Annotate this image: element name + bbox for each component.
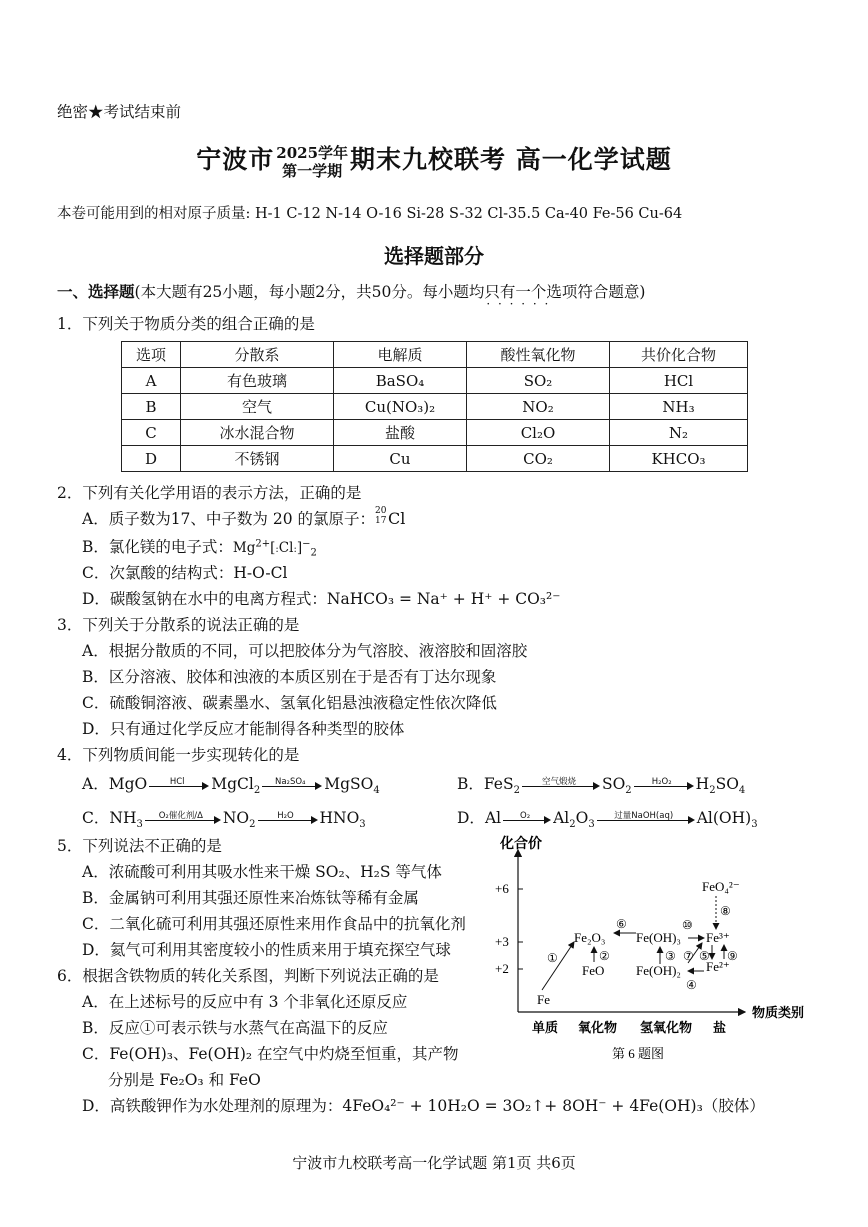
table-header-row [122, 342, 748, 368]
q5-option-d: D．氦气可利用其密度较小的性质来用于填充探空气球 [82, 941, 451, 959]
q4-option-c: C．$NH_3$ O₂催化剂/Δ $NO_2$ H₂O $HNO_3$ [82, 807, 366, 829]
table-cell: C [122, 420, 181, 446]
title-year-block [276, 144, 348, 180]
reaction-arrow [258, 812, 318, 826]
table-row [122, 394, 748, 420]
arrow-condition: H₂O₂ [651, 777, 672, 787]
table-cell: CO₂ [467, 446, 610, 472]
table-header-cell: 共价化合物 [610, 342, 748, 368]
arrow-label: ⑨ [727, 949, 738, 963]
node-feo: FeO [582, 963, 605, 978]
arrow-1 [542, 942, 574, 990]
q4-b-label: B． [457, 775, 484, 793]
table-row [122, 420, 748, 446]
table-header-cell: 分散系 [181, 342, 334, 368]
arrow-label: ⑦ [683, 949, 694, 963]
q6-option-c-cont: 分别是 Fe₂O₃ 和 FeO [108, 1071, 261, 1089]
q2-option-b [82, 536, 317, 561]
q6-option-a: A．在上述标号的反应中有 3 个非氧化还原反应 [82, 993, 408, 1011]
title-term: 第一学期 [282, 161, 343, 180]
q5-option-c: C．二氧化硫可利用其强还原性来用作食品中的抗氧化剂 [82, 915, 466, 933]
node-feo4: FeO₄²⁻ [702, 879, 740, 894]
atomic-masses: 本卷可能用到的相对原子质量: H-1 C-12 N-14 O-16 Si-28 S-32 Cl-35.5 Ca-40 Fe-56 Cu-64 [57, 206, 683, 222]
arrow-label: ⑧ [720, 904, 731, 918]
table-cell: 有色玻璃 [181, 368, 334, 394]
part-instructions [57, 281, 645, 303]
figure-caption: 第 6 题图 [612, 1046, 665, 1061]
arrow-condition: O₂催化剂/Δ [158, 811, 203, 821]
x-tick-label: 氢氧化物 [640, 1020, 693, 1035]
q5-stem: 5．下列说法不正确的是 [57, 837, 222, 855]
part-desc-b: 选项符合题意) [546, 283, 646, 301]
arrow-condition: Na₂SO₄ [274, 777, 306, 787]
q2-option-a [82, 508, 411, 530]
q6-option-c: C．Fe(OH)₃、Fe(OH)₂ 在空气中灼烧至恒重，其产物 [82, 1045, 459, 1063]
section-title: 选择题部分 [384, 244, 484, 268]
table-cell: KHCO₃ [610, 446, 748, 472]
q3-option-a: A．根据分散质的不同，可以把胶体分为气溶胶、液溶胶和固溶胶 [82, 642, 528, 660]
reaction-arrow [597, 812, 695, 826]
q6-option-d: D．高铁酸钾作为水处理剂的原理为：4FeO₄²⁻ + 10H₂O = 3O₂↑+ 8OH⁻ + 4Fe(OH)₃（胶体） [82, 1097, 765, 1115]
table-header-cell: 选项 [122, 342, 181, 368]
q3-option-c: C．硫酸铜溶液、碳素墨水、氢氧化铝悬浊液稳定性依次降低 [82, 694, 497, 712]
reaction-arrow [262, 778, 322, 792]
arrow-condition: 空气煅烧 [541, 777, 576, 787]
part-desc-a: (本大题有25小题，每小题2分，共50分。每小题均 [134, 283, 485, 301]
table-header-cell: 酸性氧化物 [467, 342, 610, 368]
table-header-cell: 电解质 [334, 342, 467, 368]
table-cell: BaSO₄ [334, 368, 467, 394]
arrow-condition: H₂O [277, 811, 294, 821]
q4-stem: 4．下列物质间能一步实现转化的是 [57, 746, 300, 764]
part-label: 一、选择题 [57, 282, 135, 301]
node-feoh2: Fe(OH)₂ [636, 963, 681, 978]
arrow-label: ① [547, 951, 558, 965]
q4-option-b: B．FeS$_2$ 空气煅烧 $SO_2$ H₂O₂ $H_2SO_4$ [457, 773, 745, 795]
arrow-condition: 过量NaOH(aq) [614, 811, 674, 821]
q2-option-d: D．碳酸氢钠在水中的电离方程式：NaHCO₃ = Na⁺ + H⁺ + CO₃²⁻ [82, 590, 561, 608]
table-cell: 冰水混合物 [181, 420, 334, 446]
arrow-label: ⑤ [699, 949, 710, 963]
reaction-arrow [522, 778, 600, 792]
table-cell: Cu [334, 446, 467, 472]
node-fe3: Fe³⁺ [706, 930, 730, 945]
table-cell: N₂ [610, 420, 748, 446]
q2-option-c: C．次氯酸的结构式：H-O-Cl [82, 564, 288, 582]
q4-d-label: D． [457, 809, 485, 827]
title-rest: 期末九校联考 高一化学试题 [350, 145, 672, 174]
table-cell: 盐酸 [334, 420, 467, 446]
table-cell: A [122, 368, 181, 394]
arrow-condition: HCl [169, 777, 185, 787]
q3-option-d: D．只有通过化学反应才能制得各种类型的胶体 [82, 720, 405, 738]
table-cell: HCl [610, 368, 748, 394]
table-row [122, 446, 748, 472]
table-row [122, 368, 748, 394]
q5-option-a: A．浓硫酸可利用其吸水性来干燥 SO₂、H₂S 等气体 [82, 863, 442, 881]
x-tick-label: 氧化物 [578, 1020, 618, 1035]
reaction-arrow [149, 778, 209, 792]
table-cell: Cl₂O [467, 420, 610, 446]
title-city: 宁波市 [196, 145, 275, 174]
q2-stem: 2．下列有关化学用语的表示方法，正确的是 [57, 484, 362, 502]
iron-transformation-diagram [490, 830, 830, 1070]
electron-dot-formula: $Mg^{2+}[:Cl:]^-_2$ [232, 538, 317, 559]
q4-c-label: C． [82, 809, 110, 827]
node-feoh3: Fe(OH)₃ [636, 930, 681, 945]
part-desc-emph: 只有一个 · · · [484, 283, 546, 301]
chlorine-isotope-notation: 20 17 Cl [375, 506, 406, 528]
arrow-label: ④ [686, 978, 697, 992]
node-fe2o3: Fe₂O₃ [574, 930, 606, 945]
q6-stem: 6．根据含铁物质的转化关系图，判断下列说法正确的是 [57, 967, 439, 985]
reaction-arrow [503, 812, 551, 826]
page-title [0, 140, 868, 180]
x-axis-title: 物质类别 [752, 1005, 805, 1020]
node-fe: Fe [537, 992, 550, 1007]
node-fe2: Fe²⁺ [706, 959, 730, 974]
q5-option-b: B．金属钠可利用其强还原性来冶炼钛等稀有金属 [82, 889, 419, 907]
y-axis-title: 化合价 [500, 837, 542, 852]
arrow-label: ③ [665, 949, 676, 963]
table-cell: 不锈钢 [181, 446, 334, 472]
y-tick-label: +3 [495, 934, 509, 949]
table-cell: SO₂ [467, 368, 610, 394]
table-cell: NH₃ [610, 394, 748, 420]
reaction-arrow [145, 812, 221, 826]
arrow-label: ⑥ [616, 917, 627, 931]
q2-option-b-text: B．氯化镁的电子式： [82, 538, 233, 556]
x-tick-label: 单质 [532, 1020, 559, 1035]
table-cell: Cu(NO₃)₂ [334, 394, 467, 420]
arrow-condition: O₂ [520, 811, 531, 821]
q4-option-d: D．Al O₂ $Al_2O_3$ 过量NaOH(aq) $Al(OH)_3$ [457, 807, 758, 829]
q4-a-label: A． [82, 775, 109, 793]
q3-stem: 3．下列关于分散系的说法正确的是 [57, 616, 300, 634]
q1-stem: 1．下列关于物质分类的组合正确的是 [57, 315, 315, 333]
table-cell: B [122, 394, 181, 420]
arrow-label: ⑩ [682, 918, 693, 932]
page-footer: 宁波市九校联考高一化学试题 第1页 共6页 [292, 1154, 576, 1172]
table-cell: 空气 [181, 394, 334, 420]
q6-option-b: B．反应①可表示铁与水蒸气在高温下的反应 [82, 1019, 388, 1037]
table-cell: NO₂ [467, 394, 610, 420]
table-cell: D [122, 446, 181, 472]
reaction-arrow [634, 778, 694, 792]
q4-option-a: A．MgO HCl MgCl$_2$ Na₂SO₄ MgSO$_4$ [82, 773, 380, 795]
y-tick-label: +6 [495, 881, 509, 896]
q2-option-a-text: A．质子数为17、中子数为 20 的氯原子： [82, 510, 375, 528]
q3-option-b: B．区分溶液、胶体和浊液的本质区别在于是否有丁达尔现象 [82, 668, 497, 686]
q1-table [121, 341, 748, 472]
confidential-note: 绝密★考试结束前 [57, 103, 182, 121]
title-year: 2025学年 [276, 143, 349, 162]
arrow-label: ② [599, 949, 610, 963]
x-tick-label: 盐 [713, 1020, 727, 1035]
y-tick-label: +2 [495, 961, 509, 976]
